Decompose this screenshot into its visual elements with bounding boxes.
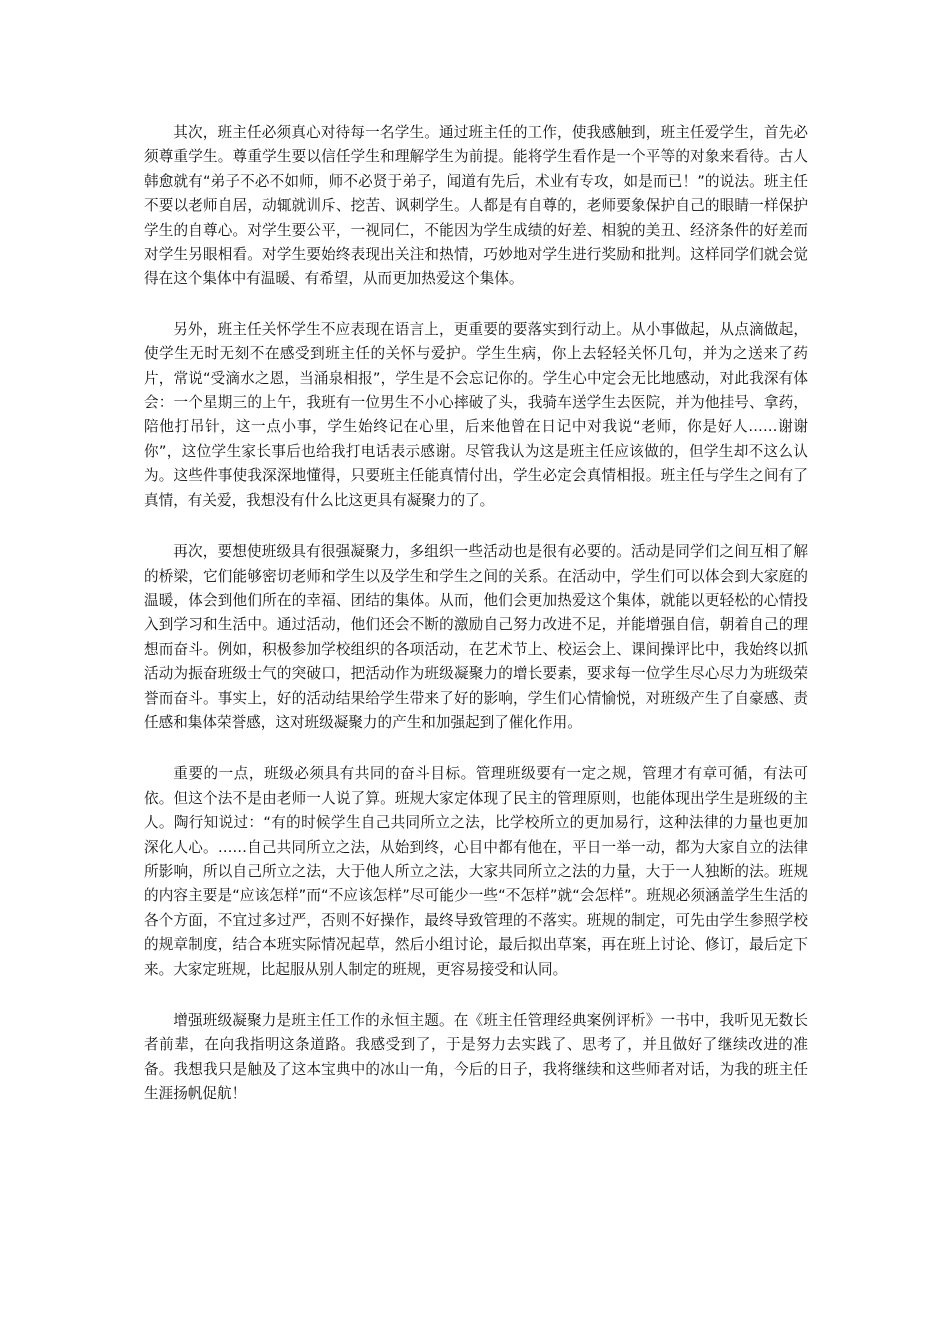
paragraph-2: 另外，班主任关怀学生不应表现在语言上，更重要的要落实到行动上。从小事做起，从点滴做起，使学生无时无刻不在感受到班主任的关怀与爱护。学生生病，你上去轻轻关怀几句，并为之送来了药片，常说“受滴水之恩，当涌泉相报”，学生是不会忘记你的。学生心中定会无比地感动，对此我深有体会：一个星期三的上午，我班有一位男生不小心摔破了头，我骑车送学生去医院，并为他挂号、拿药，陪他打吊针，这一点小事，学生始终记在心里，后来他曾在日记中对我说“老师，你是好人……谢谢你”，这位学生家长事后也给我打电话表示感谢。尽管我认为这是班主任应该做的，但学生却不这么认为。这些件事使我深深地懂得，只要班主任能真情付出，学生必定会真情相报。班主任与学生之间有了真情，有关爱，我想没有什么比这更具有凝聚力的了。 bbox=[144, 320, 808, 509]
paragraph-5: 增强班级凝聚力是班主任工作的永恒主题。在《班主任管理经典案例评析》一书中，我听见无数长者前辈，在向我指明这条道路。我感受到了，于是努力去实践了、思考了，并且做好了继续改进的准备。我想我只是触及了这本宝典中的冰山一角，今后的日子，我将继续和这些师者对话，为我的班主任生涯扬帆促航！ bbox=[144, 1012, 808, 1103]
document-body bbox=[144, 121, 808, 1134]
paragraph-3: 再次，要想使班级具有很强凝聚力，多组织一些活动也是很有必要的。活动是同学们之间互相了解的桥梁，它们能够密切老师和学生以及学生和学生之间的关系。在活动中，学生们可以体会到大家庭的温暖，体会到他们所在的幸福、团结的集体。从而，他们会更加热爱这个集体，就能以更轻松的心情投入到学习和生活中。通过活动，他们还会不断的激励自己努力改进不足，并能增强自信，朝着自己的理想而奋斗。例如，积极参加学校组织的各项活动，在艺术节上、校运会上、课间操评比中，我始终以抓活动为振奋班级士气的突破口，把活动作为班级凝聚力的增长要素，要求每一位学生尽心尽力为班级荣誉而奋斗。事实上，好的活动结果给学生带来了好的影响，学生们心情愉悦，对班级产生了自豪感、责任感和集体荣誉感，这对班级凝聚力的产生和加强起到了催化作用。 bbox=[144, 543, 808, 731]
paragraph-4: 重要的一点，班级必须具有共同的奋斗目标。管理班级要有一定之规，管理才有章可循，有法可依。但这个法不是由老师一人说了算。班规大家定体现了民主的管理原则，也能体现出学生是班级的主人。陶行知说过：“有的时候学生自己共同所立之法，比学校所立的更加易行，这种法律的力量也更加深化人心。……自己共同所立之法，从始到终，心目中都有他在，平日一举一动，都为大家自立的法律所影响，所以自己所立之法，大于他人所立之法，大家共同所立之法的力量，大于一人独断的法。班规的内容主要是“应该怎样”而“不应该怎样”尽可能少一些“不怎样”就“会怎样”。班规必须涵盖学生生活的各个方面，不宜过多过严，否则不好操作，最终导致管理的不落实。班规的制定，可先由学生参照学校的规章制度，结合本班实际情况起草，然后小组讨论，最后拟出草案，再在班上讨论、修订，最后定下来。大家定班规，比起服从别人制定的班规，更容易接受和认同。 bbox=[144, 765, 808, 978]
paragraph-1: 其次，班主任必须真心对待每一名学生。通过班主任的工作，使我感触到，班主任爱学生，首先必须尊重学生。尊重学生要以信任学生和理解学生为前提。能将学生看作是一个平等的对象来看待。古人韩愈就有“弟子不必不如师，师不必贤于弟子，闻道有先后，术业有专攻，如是而已！”的说法。班主任不要以老师自居，动辄就训斥、挖苦、讽刺学生。人都是有自尊的，老师要象保护自己的眼睛一样保护学生的自尊心。对学生要公平，一视同仁，不能因为学生成绩的好差、相貌的美丑、经济条件的好差而对学生另眼相看。对学生要始终表现出关注和热情，巧妙地对学生进行奖励和批判。这样同学们就会觉得在这个集体中有温暖、有希望，从而更加热爱这个集体。 bbox=[144, 124, 808, 288]
